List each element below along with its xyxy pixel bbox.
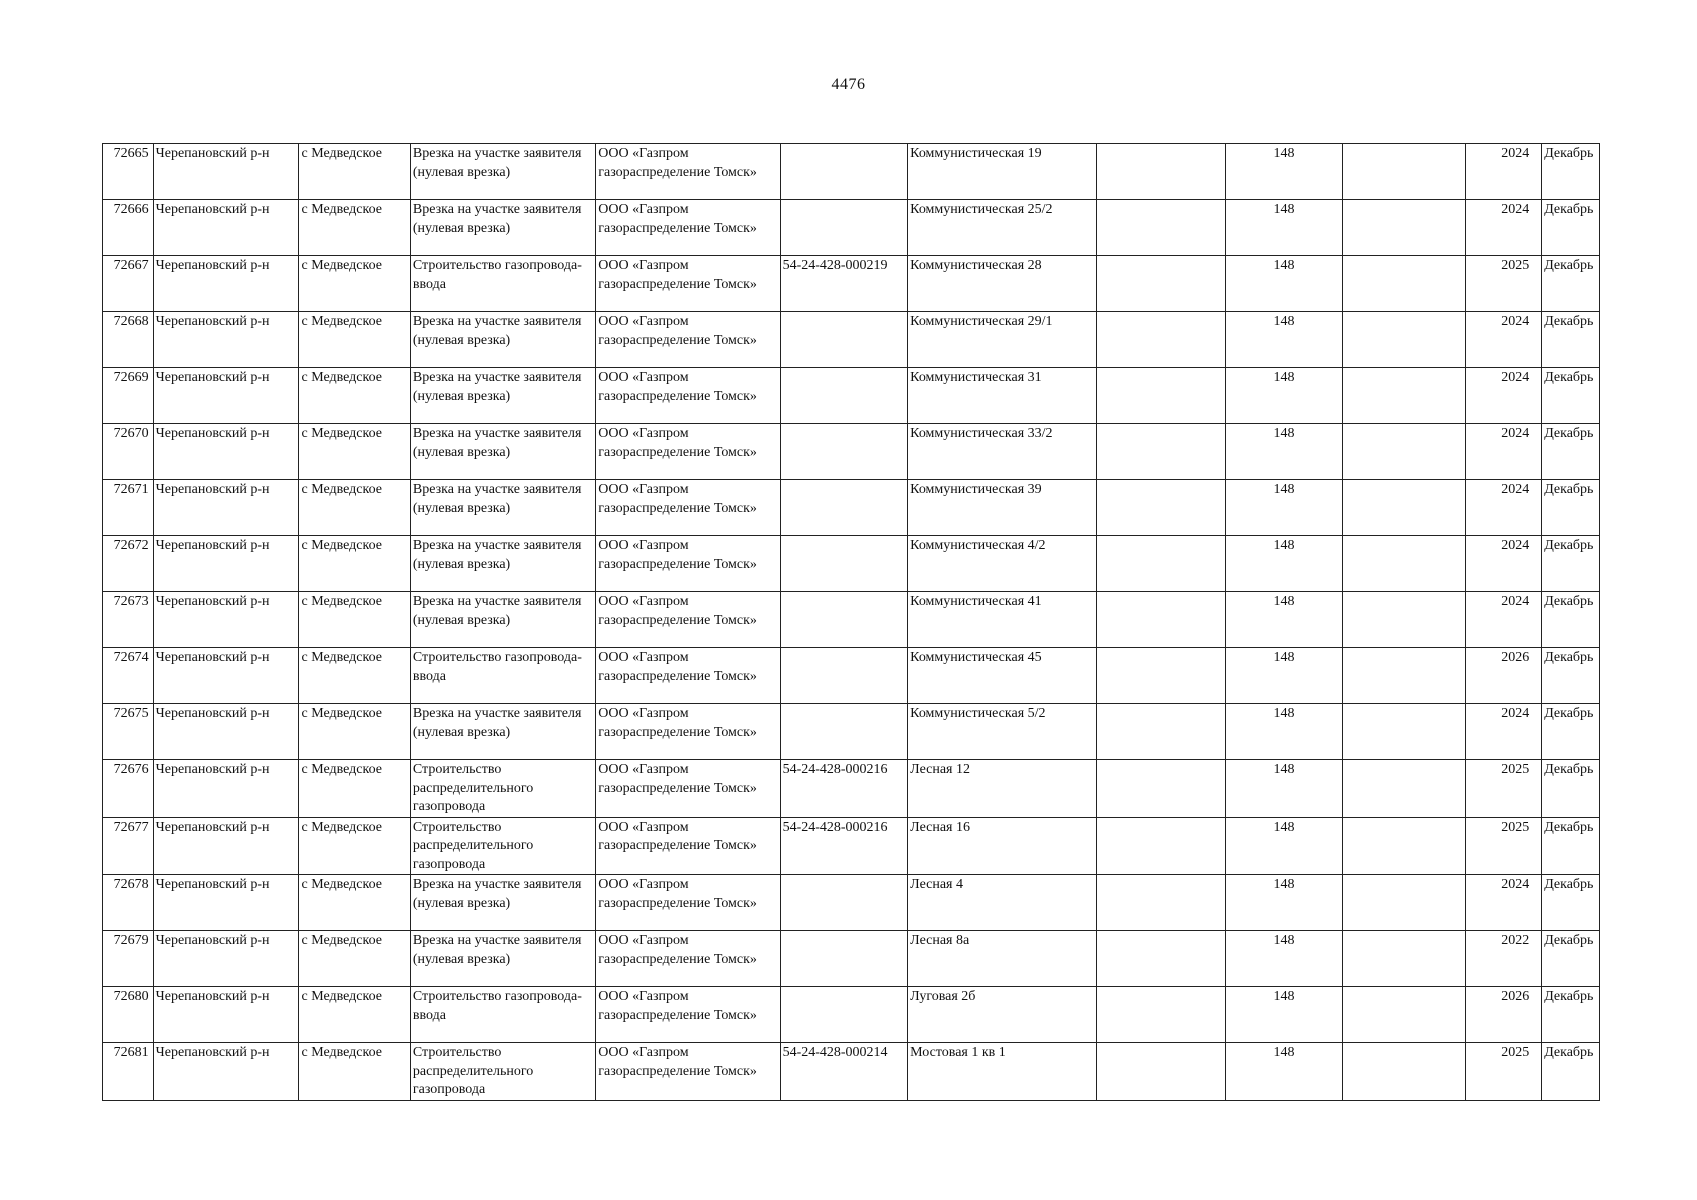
- value-cell: 148: [1226, 312, 1342, 368]
- cadastral-number-cell: [780, 536, 908, 592]
- empty-cell: [1096, 424, 1226, 480]
- row-id: 72665: [103, 144, 154, 200]
- work-type-cell: Строительство газопровода-ввода: [410, 648, 595, 704]
- row-id: 72677: [103, 817, 154, 875]
- cadastral-number-cell: [780, 368, 908, 424]
- address-cell: Лесная 8а: [908, 931, 1096, 987]
- settlement-cell: с Медведское: [299, 704, 410, 760]
- settlement-cell: с Медведское: [299, 1043, 410, 1101]
- cadastral-number-cell: 54-24-428-000214: [780, 1043, 908, 1101]
- district-cell: Черепановский р-н: [153, 817, 299, 875]
- month-cell: Декабрь: [1542, 368, 1600, 424]
- value-cell: 148: [1226, 592, 1342, 648]
- empty-cell: [1342, 312, 1466, 368]
- address-cell: Луговая 2б: [908, 987, 1096, 1043]
- cadastral-number-cell: [780, 987, 908, 1043]
- address-cell: Мостовая 1 кв 1: [908, 1043, 1096, 1101]
- row-id: 72679: [103, 931, 154, 987]
- work-type-cell: Врезка на участке заявителя (нулевая врезка): [410, 312, 595, 368]
- month-cell: Декабрь: [1542, 704, 1600, 760]
- row-id: 72670: [103, 424, 154, 480]
- organization-cell: ООО «Газпром газораспределение Томск»: [596, 1043, 780, 1101]
- work-type-cell: Врезка на участке заявителя (нулевая врезка): [410, 200, 595, 256]
- row-id: 72668: [103, 312, 154, 368]
- year-cell: 2024: [1466, 200, 1542, 256]
- settlement-cell: с Медведское: [299, 144, 410, 200]
- district-cell: Черепановский р-н: [153, 648, 299, 704]
- organization-cell: ООО «Газпром газораспределение Томск»: [596, 817, 780, 875]
- table-row: [103, 987, 1600, 1043]
- settlement-cell: с Медведское: [299, 760, 410, 818]
- empty-cell: [1342, 256, 1466, 312]
- value-cell: 148: [1226, 987, 1342, 1043]
- empty-cell: [1342, 368, 1466, 424]
- district-cell: Черепановский р-н: [153, 368, 299, 424]
- empty-cell: [1096, 312, 1226, 368]
- value-cell: 148: [1226, 1043, 1342, 1101]
- empty-cell: [1096, 875, 1226, 931]
- organization-cell: ООО «Газпром газораспределение Томск»: [596, 704, 780, 760]
- month-cell: Декабрь: [1542, 1043, 1600, 1101]
- empty-cell: [1096, 760, 1226, 818]
- district-cell: Черепановский р-н: [153, 256, 299, 312]
- address-cell: Коммунистическая 19: [908, 144, 1096, 200]
- cadastral-number-cell: 54-24-428-000216: [780, 817, 908, 875]
- work-type-cell: Врезка на участке заявителя (нулевая врезка): [410, 704, 595, 760]
- empty-cell: [1342, 704, 1466, 760]
- organization-cell: ООО «Газпром газораспределение Томск»: [596, 987, 780, 1043]
- organization-cell: ООО «Газпром газораспределение Томск»: [596, 931, 780, 987]
- work-type-cell: Врезка на участке заявителя (нулевая врезка): [410, 592, 595, 648]
- empty-cell: [1342, 480, 1466, 536]
- month-cell: Декабрь: [1542, 987, 1600, 1043]
- table-row: [103, 931, 1600, 987]
- row-id: 72666: [103, 200, 154, 256]
- district-cell: Черепановский р-н: [153, 875, 299, 931]
- value-cell: 148: [1226, 256, 1342, 312]
- empty-cell: [1096, 931, 1226, 987]
- empty-cell: [1342, 875, 1466, 931]
- organization-cell: ООО «Газпром газораспределение Томск»: [596, 312, 780, 368]
- cadastral-number-cell: [780, 144, 908, 200]
- cadastral-number-cell: [780, 648, 908, 704]
- empty-cell: [1342, 1043, 1466, 1101]
- month-cell: Декабрь: [1542, 536, 1600, 592]
- district-cell: Черепановский р-н: [153, 931, 299, 987]
- district-cell: Черепановский р-н: [153, 144, 299, 200]
- value-cell: 148: [1226, 760, 1342, 818]
- year-cell: 2024: [1466, 144, 1542, 200]
- settlement-cell: с Медведское: [299, 424, 410, 480]
- month-cell: Декабрь: [1542, 648, 1600, 704]
- table-row: [103, 1043, 1600, 1101]
- empty-cell: [1342, 144, 1466, 200]
- settlement-cell: с Медведское: [299, 817, 410, 875]
- value-cell: 148: [1226, 144, 1342, 200]
- empty-cell: [1096, 200, 1226, 256]
- year-cell: 2025: [1466, 1043, 1542, 1101]
- work-type-cell: Врезка на участке заявителя (нулевая врезка): [410, 368, 595, 424]
- empty-cell: [1096, 704, 1226, 760]
- cadastral-number-cell: [780, 480, 908, 536]
- district-cell: Черепановский р-н: [153, 480, 299, 536]
- settlement-cell: с Медведское: [299, 200, 410, 256]
- cadastral-number-cell: [780, 312, 908, 368]
- empty-cell: [1342, 648, 1466, 704]
- table-row: [103, 648, 1600, 704]
- month-cell: Декабрь: [1542, 144, 1600, 200]
- district-cell: Черепановский р-н: [153, 987, 299, 1043]
- table-row: [103, 368, 1600, 424]
- organization-cell: ООО «Газпром газораспределение Томск»: [596, 760, 780, 818]
- value-cell: 148: [1226, 648, 1342, 704]
- empty-cell: [1096, 256, 1226, 312]
- year-cell: 2024: [1466, 704, 1542, 760]
- empty-cell: [1342, 200, 1466, 256]
- district-cell: Черепановский р-н: [153, 200, 299, 256]
- year-cell: 2026: [1466, 987, 1542, 1043]
- address-cell: Лесная 4: [908, 875, 1096, 931]
- table-row: [103, 312, 1600, 368]
- address-cell: Коммунистическая 4/2: [908, 536, 1096, 592]
- district-cell: Черепановский р-н: [153, 704, 299, 760]
- organization-cell: ООО «Газпром газораспределение Томск»: [596, 256, 780, 312]
- address-cell: Лесная 12: [908, 760, 1096, 818]
- empty-cell: [1096, 987, 1226, 1043]
- value-cell: 148: [1226, 368, 1342, 424]
- work-type-cell: Строительство распределительного газопровода: [410, 1043, 595, 1101]
- settlement-cell: с Медведское: [299, 312, 410, 368]
- row-id: 72681: [103, 1043, 154, 1101]
- year-cell: 2024: [1466, 480, 1542, 536]
- settlement-cell: с Медведское: [299, 256, 410, 312]
- table-row: [103, 256, 1600, 312]
- table-row: [103, 817, 1600, 875]
- settlement-cell: с Медведское: [299, 875, 410, 931]
- organization-cell: ООО «Газпром газораспределение Томск»: [596, 200, 780, 256]
- value-cell: 148: [1226, 480, 1342, 536]
- row-id: 72676: [103, 760, 154, 818]
- organization-cell: ООО «Газпром газораспределение Томск»: [596, 592, 780, 648]
- year-cell: 2024: [1466, 312, 1542, 368]
- address-cell: Лесная 16: [908, 817, 1096, 875]
- address-cell: Коммунистическая 45: [908, 648, 1096, 704]
- month-cell: Декабрь: [1542, 592, 1600, 648]
- address-cell: Коммунистическая 28: [908, 256, 1096, 312]
- cadastral-number-cell: 54-24-428-000219: [780, 256, 908, 312]
- work-type-cell: Врезка на участке заявителя (нулевая врезка): [410, 424, 595, 480]
- organization-cell: ООО «Газпром газораспределение Томск»: [596, 480, 780, 536]
- address-cell: Коммунистическая 25/2: [908, 200, 1096, 256]
- organization-cell: ООО «Газпром газораспределение Томск»: [596, 875, 780, 931]
- district-cell: Черепановский р-н: [153, 424, 299, 480]
- work-type-cell: Строительство распределительного газопровода: [410, 817, 595, 875]
- settlement-cell: с Медведское: [299, 987, 410, 1043]
- cadastral-number-cell: [780, 424, 908, 480]
- address-cell: Коммунистическая 41: [908, 592, 1096, 648]
- empty-cell: [1096, 368, 1226, 424]
- district-cell: Черепановский р-н: [153, 312, 299, 368]
- row-id: 72671: [103, 480, 154, 536]
- settlement-cell: с Медведское: [299, 368, 410, 424]
- address-cell: Коммунистическая 33/2: [908, 424, 1096, 480]
- cadastral-number-cell: 54-24-428-000216: [780, 760, 908, 818]
- district-cell: Черепановский р-н: [153, 760, 299, 818]
- organization-cell: ООО «Газпром газораспределение Томск»: [596, 424, 780, 480]
- empty-cell: [1096, 592, 1226, 648]
- year-cell: 2024: [1466, 424, 1542, 480]
- work-type-cell: Врезка на участке заявителя (нулевая врезка): [410, 931, 595, 987]
- empty-cell: [1096, 480, 1226, 536]
- table-row: [103, 536, 1600, 592]
- row-id: 72675: [103, 704, 154, 760]
- month-cell: Декабрь: [1542, 312, 1600, 368]
- year-cell: 2024: [1466, 536, 1542, 592]
- table-row: [103, 704, 1600, 760]
- empty-cell: [1342, 987, 1466, 1043]
- empty-cell: [1342, 424, 1466, 480]
- work-type-cell: Врезка на участке заявителя (нулевая врезка): [410, 144, 595, 200]
- month-cell: Декабрь: [1542, 480, 1600, 536]
- address-cell: Коммунистическая 31: [908, 368, 1096, 424]
- month-cell: Декабрь: [1542, 200, 1600, 256]
- organization-cell: ООО «Газпром газораспределение Томск»: [596, 368, 780, 424]
- year-cell: 2024: [1466, 368, 1542, 424]
- settlement-cell: с Медведское: [299, 931, 410, 987]
- row-id: 72678: [103, 875, 154, 931]
- empty-cell: [1096, 536, 1226, 592]
- row-id: 72667: [103, 256, 154, 312]
- cadastral-number-cell: [780, 200, 908, 256]
- year-cell: 2025: [1466, 760, 1542, 818]
- district-cell: Черепановский р-н: [153, 1043, 299, 1101]
- organization-cell: ООО «Газпром газораспределение Томск»: [596, 536, 780, 592]
- table-row: [103, 200, 1600, 256]
- work-type-cell: Строительство распределительного газопровода: [410, 760, 595, 818]
- cadastral-number-cell: [780, 592, 908, 648]
- empty-cell: [1096, 648, 1226, 704]
- table-row: [103, 760, 1600, 818]
- month-cell: Декабрь: [1542, 424, 1600, 480]
- empty-cell: [1096, 1043, 1226, 1101]
- value-cell: 148: [1226, 200, 1342, 256]
- empty-cell: [1342, 817, 1466, 875]
- value-cell: 148: [1226, 424, 1342, 480]
- organization-cell: ООО «Газпром газораспределение Томск»: [596, 648, 780, 704]
- work-type-cell: Врезка на участке заявителя (нулевая врезка): [410, 875, 595, 931]
- district-cell: Черепановский р-н: [153, 536, 299, 592]
- value-cell: 148: [1226, 704, 1342, 760]
- year-cell: 2026: [1466, 648, 1542, 704]
- table-body: [103, 144, 1600, 1101]
- value-cell: 148: [1226, 817, 1342, 875]
- month-cell: Декабрь: [1542, 760, 1600, 818]
- empty-cell: [1342, 931, 1466, 987]
- work-type-cell: Врезка на участке заявителя (нулевая врезка): [410, 536, 595, 592]
- empty-cell: [1342, 760, 1466, 818]
- empty-cell: [1342, 536, 1466, 592]
- empty-cell: [1342, 592, 1466, 648]
- row-id: 72674: [103, 648, 154, 704]
- year-cell: 2022: [1466, 931, 1542, 987]
- month-cell: Декабрь: [1542, 875, 1600, 931]
- value-cell: 148: [1226, 931, 1342, 987]
- row-id: 72672: [103, 536, 154, 592]
- settlement-cell: с Медведское: [299, 536, 410, 592]
- row-id: 72673: [103, 592, 154, 648]
- year-cell: 2024: [1466, 875, 1542, 931]
- month-cell: Декабрь: [1542, 256, 1600, 312]
- table-row: [103, 592, 1600, 648]
- empty-cell: [1096, 144, 1226, 200]
- table-row: [103, 144, 1600, 200]
- cadastral-number-cell: [780, 875, 908, 931]
- year-cell: 2025: [1466, 817, 1542, 875]
- value-cell: 148: [1226, 875, 1342, 931]
- address-cell: Коммунистическая 5/2: [908, 704, 1096, 760]
- work-type-cell: Строительство газопровода-ввода: [410, 256, 595, 312]
- table-row: [103, 875, 1600, 931]
- year-cell: 2024: [1466, 592, 1542, 648]
- gasification-table: [102, 143, 1600, 1101]
- work-type-cell: Строительство газопровода-ввода: [410, 987, 595, 1043]
- row-id: 72680: [103, 987, 154, 1043]
- settlement-cell: с Медведское: [299, 592, 410, 648]
- table-row: [103, 480, 1600, 536]
- address-cell: Коммунистическая 39: [908, 480, 1096, 536]
- cadastral-number-cell: [780, 704, 908, 760]
- work-type-cell: Врезка на участке заявителя (нулевая врезка): [410, 480, 595, 536]
- organization-cell: ООО «Газпром газораспределение Томск»: [596, 144, 780, 200]
- month-cell: Декабрь: [1542, 817, 1600, 875]
- value-cell: 148: [1226, 536, 1342, 592]
- settlement-cell: с Медведское: [299, 480, 410, 536]
- settlement-cell: с Медведское: [299, 648, 410, 704]
- cadastral-number-cell: [780, 931, 908, 987]
- empty-cell: [1096, 817, 1226, 875]
- month-cell: Декабрь: [1542, 931, 1600, 987]
- year-cell: 2025: [1466, 256, 1542, 312]
- district-cell: Черепановский р-н: [153, 592, 299, 648]
- row-id: 72669: [103, 368, 154, 424]
- page-number: 4476: [831, 76, 866, 93]
- address-cell: Коммунистическая 29/1: [908, 312, 1096, 368]
- table-row: [103, 424, 1600, 480]
